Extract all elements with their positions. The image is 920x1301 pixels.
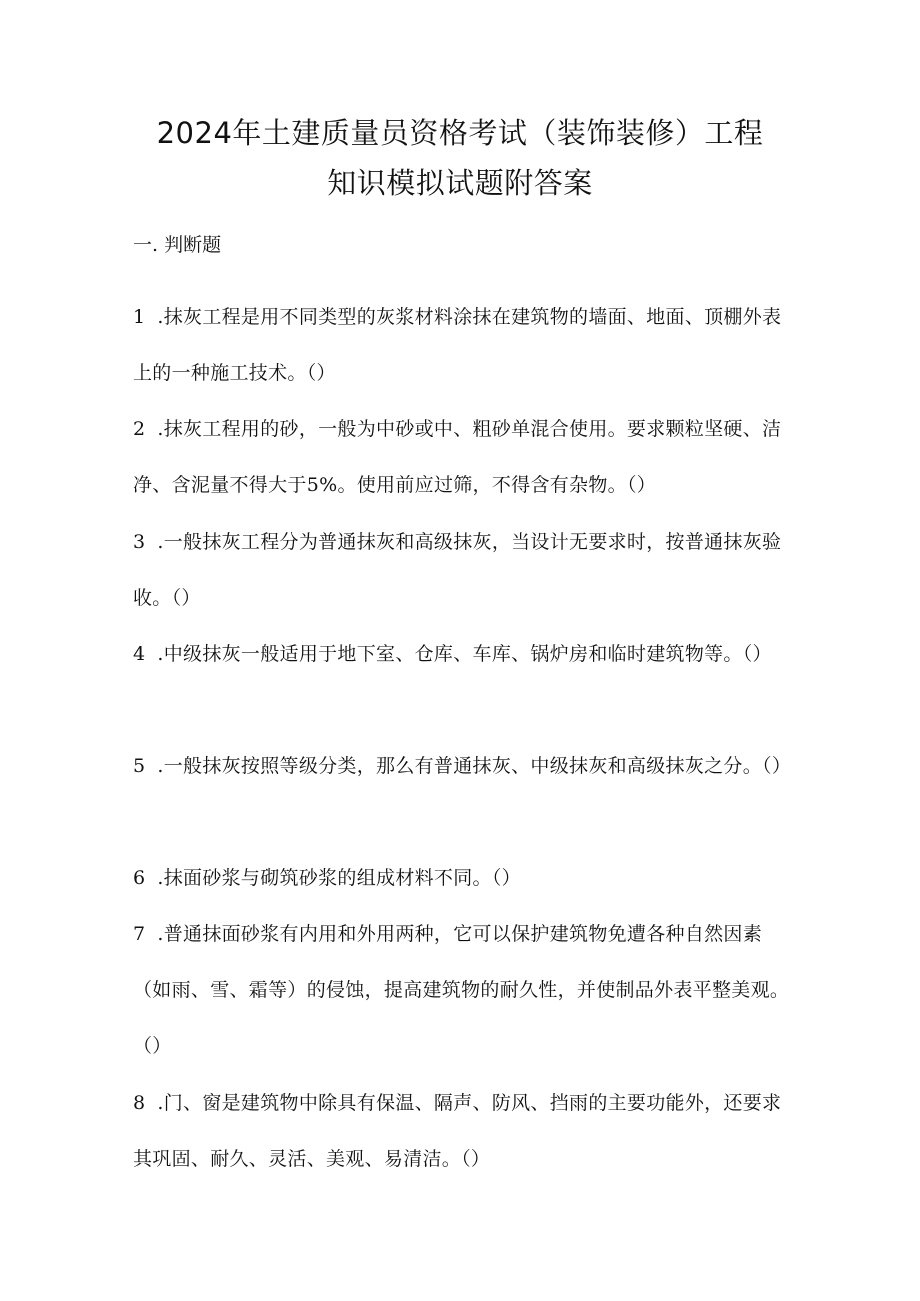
- question-item: [133, 289, 793, 401]
- document-title-line-1: 2024年土建质量员资格考试（装饰装修）工程: [156, 116, 764, 150]
- question-item: [133, 738, 793, 794]
- question-text: .一般抹灰工程分为普通抹灰和高级抹灰，当设计无要求时，按普通抹灰验收。（）: [133, 531, 782, 609]
- question-item: [133, 850, 793, 906]
- question-text: .抹灰工程是用不同类型的灰浆材料涂抹在建筑物的墙面、地面、顶棚外表上的一种施工技术。（）: [133, 306, 782, 384]
- question-text: .抹面砂浆与砌筑砂浆的组成材料不同。（）: [157, 867, 521, 889]
- question-number: 3: [133, 531, 146, 553]
- question-item: [133, 906, 793, 1074]
- question-text: .抹灰工程用的砂，一般为中砂或中、粗砂单混合使用。要求颗粒坚硬、洁净、含泥量不得大于5%。使用前应过筛，不得含有杂物。（）: [133, 418, 782, 496]
- section-heading: 一. 判断题: [133, 234, 222, 256]
- question-number: 5: [133, 755, 146, 777]
- question-item: [133, 514, 793, 626]
- question-item: [133, 401, 793, 513]
- question-text: .中级抹灰一般适用于地下室、仓库、车库、锅炉房和临时建筑物等。（）: [157, 643, 772, 665]
- question-number: 8: [133, 1092, 146, 1114]
- question-item: [133, 626, 793, 682]
- document-title-line-2: 知识模拟试题附答案: [327, 166, 593, 200]
- question-number: 6: [133, 867, 146, 889]
- question-item: [133, 1075, 793, 1187]
- question-number: 1: [133, 306, 146, 328]
- question-text: .一般抹灰按照等级分类，那么有普通抹灰、中级抹灰和高级抹灰之分。（）: [157, 755, 792, 777]
- question-text: .普通抹面砂浆有内用和外用两种，它可以保护建筑物免遭各种自然因素（如雨、雪、霜等）的侵蚀，提高建筑物的耐久性，并使制品外表平整美观。（）: [133, 923, 790, 1057]
- question-text: .门、窗是建筑物中除具有保温、隔声、防风、挡雨的主要功能外，还要求其巩固、耐久、灵活、美观、易清洁。（）: [133, 1092, 782, 1170]
- question-number: 7: [133, 923, 146, 945]
- question-number: 4: [133, 643, 146, 665]
- question-number: 2: [133, 418, 146, 440]
